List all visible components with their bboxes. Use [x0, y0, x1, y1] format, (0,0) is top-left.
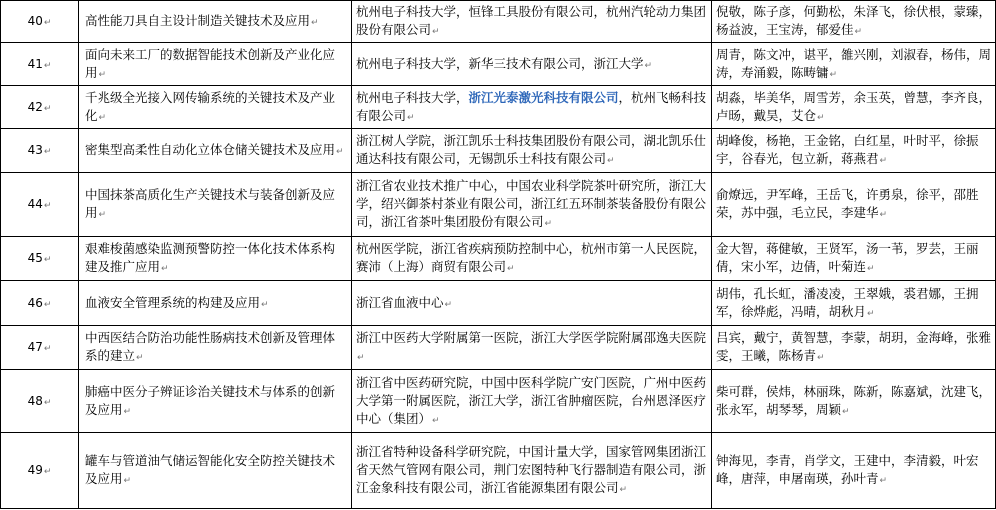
table-row — [1, 326, 996, 370]
completing-units: 杭州电子科技大学，新华三技术有限公司，浙江大学↵ — [352, 43, 712, 86]
row-number: 45↵ — [1, 237, 79, 281]
completing-people: 倪敬，陈子彦，何勤松，朱泽飞，徐伏根，蒙臻，杨益波，王宝涛，郁爱佳↵ — [712, 1, 996, 43]
row-number: 48↵ — [1, 370, 79, 433]
highlighted-company: 浙江光泰激光科技有限公司 — [468, 89, 619, 105]
completing-units: 浙江省农业技术推广中心，中国农业科学院茶叶研究所，浙江大学，绍兴御茶村茶业有限公司，浙江红五环制茶装备股份有限公司，浙江省茶叶集团股份有限公司↵ — [352, 173, 712, 237]
project-name: 罐车与管道油气储运智能化安全防控关键技术及应用↵ — [79, 433, 352, 509]
completing-units: 杭州医学院，浙江省疾病预防控制中心，杭州市第一人民医院，赛沛（上海）商贸有限公司↵ — [352, 237, 712, 281]
table-row — [1, 433, 996, 509]
row-number: 43↵ — [1, 129, 79, 173]
project-name: 密集型高柔性自动化立体仓储关键技术及应用↵ — [79, 129, 352, 173]
completing-units: 浙江中医药大学附属第一医院，浙江大学医学院附属邵逸夫医院↵ — [352, 326, 712, 370]
completing-people: 金大智，蒋健敏，王贤军，汤一苇，罗芸，王丽倩，宋小军，边倩，叶菊连↵ — [712, 237, 996, 281]
table-row — [1, 173, 996, 237]
row-number: 44↵ — [1, 173, 79, 237]
completing-people: 钟海见，李青，肖学文，王建中，李清毅，叶宏峰，唐萍，申屠南瑛，孙叶青↵ — [712, 433, 996, 509]
row-number: 49↵ — [1, 433, 79, 509]
completing-units: 浙江省中医药研究院，中国中医科学院广安门医院，广州中医药大学第一附属医院，浙江大学，浙江省肿瘤医院，台州恩泽医疗中心（集团）↵ — [352, 370, 712, 433]
row-number: 46↵ — [1, 281, 79, 326]
table-row — [1, 237, 996, 281]
completing-units: 杭州电子科技大学，恒锋工具股份有限公司，杭州汽轮动力集团股份有限公司↵ — [352, 1, 712, 43]
table-row — [1, 43, 996, 86]
project-name: 千兆级全光接入网传输系统的关键技术及产业化↵ — [79, 86, 352, 129]
completing-units: 浙江省血液中心↵ — [352, 281, 712, 326]
project-name: 艰难梭菌感染监测预警防控一体化技术体系构建及推广应用↵ — [79, 237, 352, 281]
row-number: 47↵ — [1, 326, 79, 370]
project-name: 血液安全管理系统的构建及应用↵ — [79, 281, 352, 326]
table-row — [1, 281, 996, 326]
row-number: 40↵ — [1, 1, 79, 43]
row-number: 42↵ — [1, 86, 79, 129]
project-name: 中国抹茶高质化生产关键技术与装备创新及应用↵ — [79, 173, 352, 237]
table-row — [1, 129, 996, 173]
completing-units: 浙江省特种设备科学研究院，中国计量大学，国家管网集团浙江省天然气管网有限公司，荆门宏图特种飞行器制造有限公司，浙江金象科技有限公司，浙江省能源集团有限公司↵ — [352, 433, 712, 509]
completing-people: 俞燎远，尹军峰，王岳飞，许勇泉，徐平，邵胜荣，苏中强，毛立民，李建华↵ — [712, 173, 996, 237]
project-name: 中西医结合防治功能性肠病技术创新及管理体系的建立↵ — [79, 326, 352, 370]
row-number: 41↵ — [1, 43, 79, 86]
completing-people: 吕宾，戴宁，黄智慧，李蒙，胡玥，金海峰，张雅雯，王曦，陈杨青↵ — [712, 326, 996, 370]
table-row — [1, 86, 996, 129]
completing-people: 胡淼，毕美华，周雪芳，余玉英，曾慧，李齐良，卢旸，戴昊，艾仓↵ — [712, 86, 996, 129]
table-row — [1, 1, 996, 43]
project-name: 高性能刀具自主设计制造关键技术及应用↵ — [79, 1, 352, 43]
completing-units: 浙江树人学院，浙江凯乐士科技集团股份有限公司，湖北凯乐仕通达科技有限公司，无锡凯乐士科技有限公司↵ — [352, 129, 712, 173]
project-name: 面向未来工厂的数据智能技术创新及产业化应用↵ — [79, 43, 352, 86]
completing-units: 杭州电子科技大学，浙江光泰激光科技有限公司，杭州飞畅科技有限公司↵ — [352, 86, 712, 129]
completing-people: 柴可群，侯炜，林丽珠，陈新，陈嘉斌，沈建飞，张永军，胡琴琴，周颖↵ — [712, 370, 996, 433]
completing-people: 胡峰俊，杨艳，王金铭，白红星，叶时平，徐振宇，谷春光，包立新，蒋燕君↵ — [712, 129, 996, 173]
table-row — [1, 370, 996, 433]
completing-people: 周青，陈文冲，谌平，雒兴刚，刘淑春，杨伟，周涛，寿涌毅，陈畴镛↵ — [712, 43, 996, 86]
completing-people: 胡伟，孔长虹，潘凌凌，王翠娥，裘君娜，王拥军，徐烨彪，冯晴，胡秋月↵ — [712, 281, 996, 326]
project-name: 肺癌中医分子辨证诊治关键技术与体系的创新及应用↵ — [79, 370, 352, 433]
